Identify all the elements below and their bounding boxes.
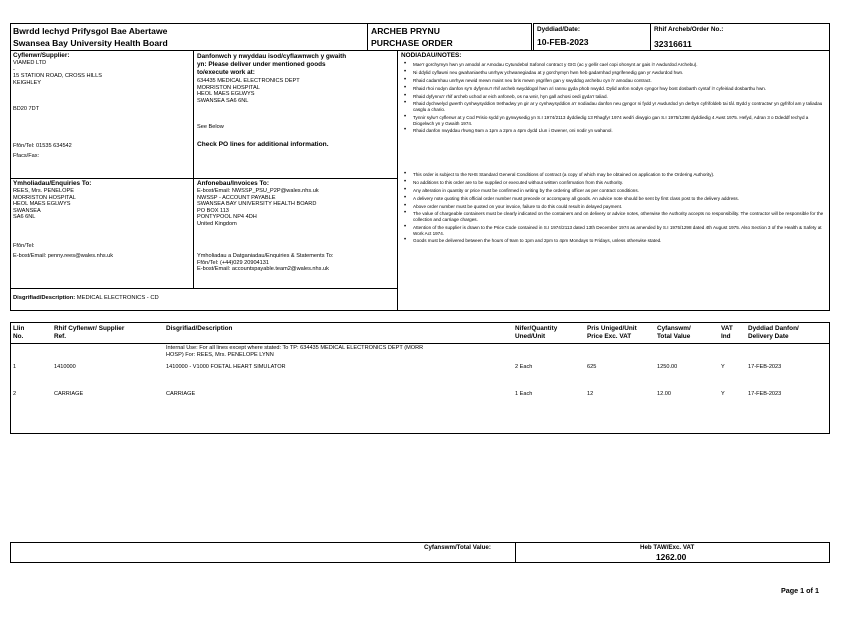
enquiries-name: REES, Mrs. PENELOPE — [13, 188, 74, 194]
order-number-value: 32316611 — [654, 39, 692, 49]
enquiries-town: SWANSEA — [13, 207, 41, 214]
totals-divider — [515, 542, 516, 563]
english-note-item: • Goods must be delivered between the hours of 9am to 1pm and 2pm to 4pm Mondays to Fridays, unless otherwise stated. — [401, 238, 825, 244]
notes-english-list — [401, 172, 825, 246]
notes-label: NODIADAU/NOTES: — [401, 52, 462, 59]
enquiries-phone: Ffôn/Tel: — [13, 243, 35, 249]
totals-vat-label: Heb TAW/Exc. VAT — [640, 544, 695, 551]
row2-line: 2 — [13, 391, 17, 397]
col-header-total-2: Total Value — [657, 333, 691, 340]
statements-email[interactable]: E-bost/Email: accountspayable.team2@wales.nhs.uk — [197, 266, 329, 273]
col-header-vat — [721, 325, 733, 341]
row1-vat: Y — [721, 364, 725, 370]
col-header-price — [587, 325, 637, 341]
deliver-to-label — [197, 53, 346, 77]
english-note-item: • Any alteration in quantity or price must be confirmed in writing by the ordering officer as per contract conditions. — [401, 188, 825, 194]
invoices-pobox: PO BOX 113 — [197, 207, 229, 214]
welsh-note-item: • Rhaid cadarnhau unrhyw newid mewn maint neu bris mewn ysgrifen gan y swyddog archebu cyn i'r amodau contract. — [401, 78, 825, 84]
col-header-quantity-2: Uned/Unit — [515, 333, 546, 340]
row1-price: 625 — [587, 364, 597, 370]
info-divider-description — [10, 288, 398, 289]
deliver-label-line1: Danfonwch y nwyddau isod/cyflawnwch y gwaith — [197, 53, 347, 60]
english-note-item: • Attention of the supplier is drawn to the Price Code contained in S.I 1974/2113 dated 13th December 1974 as amended by S.I 1975/1298 dated 4th August 1975. Also Section 3 of the Health & Safety at Work Act 1974. — [401, 225, 825, 236]
welsh-note-item: • Rhaid rhoi nodyn danfon sy'n dyfynnu'r rhif archeb swyddogol hwn a'i rannu gyda phob nwydd. Dylid anfon nodyn cyngor hwy bost dosbarth cyntaf i'r cyfeiriad dosbarthu hwn. — [401, 86, 825, 92]
enquiries-road: HEOL MAES EGLWYS — [13, 201, 71, 208]
deliver-site: MORRISTON HOSPITAL — [197, 84, 260, 91]
row2-total: 12.00 — [657, 391, 671, 397]
totals-row — [10, 542, 830, 563]
info-divider-middle — [193, 50, 194, 288]
english-note-item: • Above order number must be quoted on your invoice, failure to do this could result in delayed payment. — [401, 204, 825, 210]
totals-label: Cyfanswm/Total Value: — [424, 544, 491, 551]
welsh-note-item: • Rhaid dychwelyd gwerth cynhwysyddion trethadwy yn gir ar y cynhwysyddion a'r nodiadau danfon neu gyngor ni fydd yr Awdurdod yn derbyn cyfrifoldeb tai tâl. Bydd y contractwr yn gyfrifol am y taliadau casglu a chario. — [401, 101, 825, 112]
table-header-divider — [10, 343, 830, 344]
totals-value: 1262.00 — [656, 552, 687, 562]
col-header-price-1: Pris Uniged/Unit — [587, 325, 637, 332]
order-number-label: Rhif Archeb/Order No.: — [654, 26, 724, 33]
internal-use-note — [166, 345, 423, 358]
col-header-description — [166, 325, 232, 333]
info-divider-row — [10, 178, 398, 179]
english-note-item: • No additions to this order are to be supplied or executed without written confirmation from this Authority. — [401, 180, 825, 186]
col-header-supplier-ref-2: Ref. — [54, 333, 67, 340]
col-header-supplier-ref — [54, 325, 124, 341]
english-note-item: • This order is subject to the NHS Standard General Conditions of contract (a copy of which may be obtained on application to the Ordering Authority). — [401, 172, 825, 178]
supplier-address-line2: KEIGHLEY — [13, 79, 41, 86]
deliver-town: SWANSEA SA6 6NL — [197, 97, 249, 104]
col-header-line-2: No. — [13, 333, 24, 340]
supplier-phone: Ffôn/Tel: 01535 634542 — [13, 143, 72, 149]
row2-vat: Y — [721, 391, 725, 397]
supplier-fax: Ffacs/Fax: — [13, 153, 40, 159]
supplier-postcode: BD20 7DT — [13, 106, 40, 112]
col-header-delivery-1: Dyddiad Danfon/ — [748, 325, 799, 332]
welsh-note-item: • Ni ddylid cyflawni neu gwahaniaethu unrhyw ychwanegiadau at y gorchymyn hwn heb gadarnhad ysgrifenedig gan yr Awdurdod hwn. — [401, 70, 825, 76]
date-label: Dyddiad/Date: — [537, 26, 580, 33]
enquiries-postcode: SA6 6NL — [13, 214, 36, 221]
english-note-item: • A delivery note quoting this official order number must precede or accompany all goods. An advice note should be sent by first class post to the delivery address. — [401, 196, 825, 202]
col-header-line-1: Llin — [13, 325, 25, 332]
deliver-label-line3: to/execute work at: — [197, 69, 255, 76]
org-name-english: Swansea Bay University Health Board — [13, 38, 168, 48]
description-value: MEDICAL ELECTRONICS - CD — [76, 295, 159, 301]
internal-use-line1: Internal Use: For all lines except where stated: To TP: 634435 MEDICAL ELECTRONICS DEPT (MORR — [166, 345, 424, 351]
row1-supplier-ref: 1410000 — [54, 364, 76, 370]
statements-block — [197, 253, 333, 273]
col-header-supplier-ref-1: Rhif Cyflenwr/ Supplier — [54, 325, 125, 332]
description-label: Disgrifiad/Description: — [13, 295, 76, 301]
row1-description: 1410000 - V1000 FOETAL HEART SIMULATOR — [166, 364, 286, 370]
supplier-dash: - — [13, 66, 15, 73]
row2-supplier-ref: CARRIAGE — [54, 391, 84, 397]
supplier-address-line1: 15 STATION ROAD, CROSS HILLS — [13, 73, 103, 80]
page-number: Page 1 of 1 — [781, 586, 819, 595]
english-note-item: • The value of chargeable containers must be clearly indicated on the containers and on delivery or advice notes, otherwise the Authority accepts no responsibility. The contractor will be responsible for the collection and carriage charges. — [401, 211, 825, 222]
col-header-quantity — [515, 325, 557, 341]
col-header-line — [13, 325, 24, 341]
org-name-welsh: Bwrdd Iechyd Prifysgol Bae Abertawe — [13, 26, 168, 36]
doc-title-welsh: ARCHEB PRYNU — [371, 26, 440, 36]
row2-description: CARRIAGE — [166, 391, 196, 397]
deliver-to-address — [197, 78, 300, 104]
welsh-note-item: • Rhaid danfon nwyddau rhwng 9am a 1pm a 2pm a 4pm dydd Llun i Gwener, oni nodir yn wahanol. — [401, 128, 825, 134]
row1-quantity: 2 Each — [515, 364, 533, 370]
enquiries-email[interactable]: E-bost/Email: penny.rees@wales.nhs.uk — [13, 253, 114, 259]
invoices-label: Anfonebau/Invoices To: — [197, 180, 269, 187]
row2-delivery: 17-FEB-2023 — [748, 391, 782, 397]
col-header-quantity-1: Nifer/Quantity — [515, 325, 558, 332]
info-divider-notes — [397, 50, 398, 311]
deliver-see-below: See Below — [197, 124, 224, 130]
deliver-check-note: Check PO lines for additional information. — [197, 141, 329, 148]
invoices-org: SWANSEA BAY UNIVERSITY HEALTH BOARD — [197, 201, 317, 208]
welsh-note-item: • Mae'r gorchymyn hwn yn amodol ar Amodau Cytundebol Safonol contract y GIG (ac y gellir cael copi ohonynt ar gais i'r Awdurdod Archebu). — [401, 62, 825, 68]
invoices-dept: NWSSP - ACCOUNT PAYABLE — [197, 194, 276, 201]
description-line — [13, 296, 159, 302]
col-header-description-1: Disgrifiad/Description — [166, 325, 233, 332]
welsh-note-item: • Tynnir sylw'r cyflenwr at y Cod Prisio sydd yn gynwysedig yn S.I 1974/2113 dyddiedig 13 Rhagfyr 1974 wedi'i diwygio gan S.I 1975/1298 dyddiedig 4 Awst 1975. Hefyd, Adran 3 o Ddeddf Iechyd a Diogelwch yn y Gwaith 1974. — [401, 115, 825, 126]
col-header-delivery — [748, 325, 799, 341]
date-value: 10-FEB-2023 — [537, 37, 589, 47]
row1-delivery: 17-FEB-2023 — [748, 364, 782, 370]
welsh-note-item: • Rhaid dyfynnu'r rhif archeb uchod ar eich anfoneb, os na wnir, hyn gall achosi oedi gyda'r taliad. — [401, 94, 825, 100]
col-header-vat-1: VAT — [721, 325, 733, 332]
row2-price: 12 — [587, 391, 594, 397]
enquiries-label: Ymholiadau/Enquiries To: — [13, 180, 92, 187]
row1-total: 1250.00 — [657, 364, 678, 370]
internal-use-line2: HOSP) For: REES, Mrs. PENELOPE LYNN — [166, 351, 274, 358]
deliver-label-line2: yn: Please deliver under mentioned goods — [197, 61, 326, 68]
statements-phone: Ffôn/Tel: (+44)029 20904131 — [197, 259, 269, 266]
deliver-road: HEOL MAES EGLWYS — [197, 91, 255, 98]
deliver-dept: 634435 MEDICAL ELECTRONICS DEPT — [197, 78, 300, 84]
enquiries-address — [13, 188, 76, 221]
supplier-name: VIAMED LTD — [13, 60, 47, 66]
doc-title-english: PURCHASE ORDER — [371, 38, 453, 48]
invoices-email[interactable]: E-bost/Email: NWSSP_PSU_P2P@wales.nhs.uk — [197, 188, 319, 194]
notes-welsh-list — [401, 62, 825, 136]
statements-label: Ymholiadau a Datganiadau/Enquiries & Statements To: — [197, 253, 334, 259]
col-header-vat-2: Ind — [721, 333, 731, 340]
invoices-town: PONTYPOOL NP4 4DH — [197, 214, 257, 221]
line-items-table — [10, 322, 830, 434]
supplier-address — [13, 60, 102, 86]
col-header-delivery-2: Delivery Date — [748, 333, 789, 340]
col-header-total-1: Cyfanswm/ — [657, 325, 691, 332]
col-header-price-2: Price Exc. VAT — [587, 333, 632, 340]
col-header-total — [657, 325, 691, 341]
row2-quantity: 1 Each — [515, 391, 533, 397]
supplier-label: Cyflenwr/Supplier: — [13, 52, 70, 59]
invoices-address — [197, 188, 319, 228]
enquiries-site: MORRISTON HOSPITAL — [13, 194, 76, 201]
row1-line: 1 — [13, 364, 17, 370]
invoices-country: United Kingdom — [197, 220, 237, 227]
